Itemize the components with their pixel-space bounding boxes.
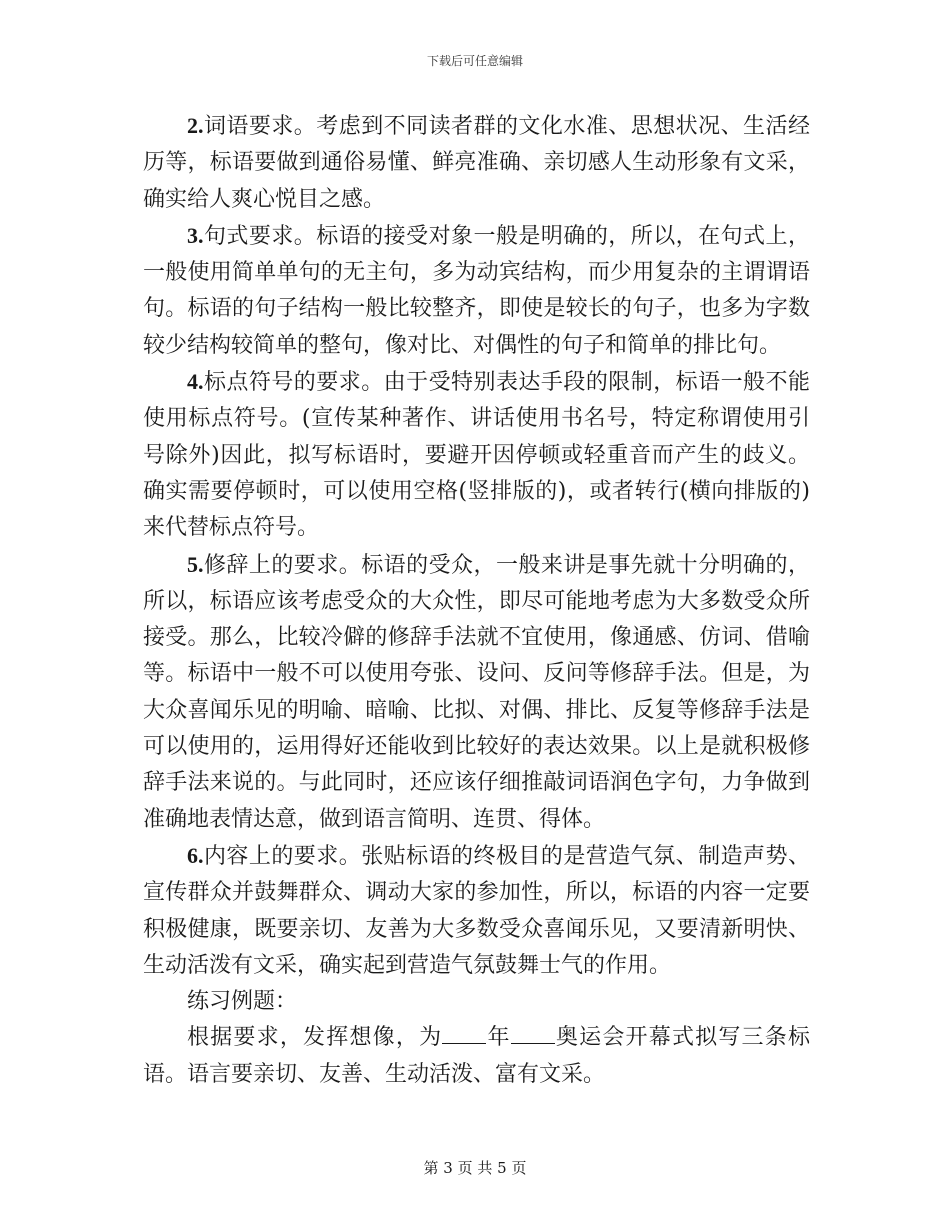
exercise-heading: 练习例题： — [187, 989, 298, 1015]
page-footer: 第 3 页 共 5 页 — [423, 1159, 527, 1177]
paragraph-word-requirements — [143, 108, 810, 218]
item-number: 4. — [187, 369, 204, 395]
item-number: 3. — [187, 222, 204, 248]
exercise-prompt — [143, 1020, 810, 1093]
paragraph-rhetoric-requirements — [143, 547, 810, 838]
fill-in-blank — [511, 1025, 555, 1044]
paragraph-sentence-requirements — [143, 218, 810, 364]
document-body — [143, 108, 810, 1093]
paragraph-content-requirements — [143, 838, 810, 984]
item-number: 2. — [187, 113, 204, 138]
page-header: 下载后可任意编辑 — [426, 54, 523, 68]
exercise-prompt-part: 奥运会开幕式拟写三条标语。语言要亲切、友善、生动活泼、富有文采。 — [143, 1025, 810, 1087]
paragraph-text: 内容上的要求。张贴标语的终极目的是营造气氛、制造声势、宣传群众并鼓舞群众、调动大家的参加性，所以，标语的内容一定要积极健康，既要亲切、友善为大多数受众喜闻乐见，又要清新明快、生动活泼有文采，确实起到营造气氛鼓舞士气的作用。 — [143, 843, 810, 978]
item-number: 6. — [187, 842, 204, 868]
item-number: 5. — [187, 551, 204, 577]
paragraph-text: 标点符号的要求。由于受特别表达手段的限制，标语一般不能使用标点符号。(宣传某种著作、讲话使用书名号，特定称谓使用引号除外)因此，拟写标语时，要避开因停顿或轻重音而产生的歧义。确实需要停顿时，可以使用空格(竖排版的)，或者转行(横向排版的)来代替标点符号。 — [143, 370, 810, 541]
exercise-prompt-part: 根据要求，发挥想像，为 — [187, 1025, 443, 1051]
paragraph-text: 词语要求。考虑到不同读者群的文化水准、思想状况、生活经历等，标语要做到通俗易懂、鲜亮准确、亲切感人生动形象有文采，确实给人爽心悦目之感。 — [143, 114, 810, 212]
paragraph-text: 句式要求。标语的接受对象一般是明确的，所以，在句式上，一般使用简单单句的无主句，多为动宾结构，而少用复杂的主谓谓语句。标语的句子结构一般比较整齐，即使是较长的句子，也多为字数较少结构较简单的整句，像对比、对偶性的句子和简单的排比句。 — [143, 223, 810, 358]
paragraph-punctuation-requirements — [143, 364, 810, 546]
fill-in-blank — [442, 1025, 486, 1044]
paragraph-text: 修辞上的要求。标语的受众，一般来讲是事先就十分明确的，所以，标语应该考虑受众的大众性，即尽可能地考虑为大多数受众所接受。那么，比较冷僻的修辞手法就不宜使用，像通感、仿词、借喻等。标语中一般不可以使用夸张、设问、反问等修辞手法。但是，为大众喜闻乐见的明喻、暗喻、比拟、对偶、排比、反复等修辞手法是可以使用的，运用得好还能收到比较好的表达效果。以上是就积极修辞手法来说的。与此同时，还应该仔细推敲词语润色字句，力争做到准确地表情达意，做到语言简明、连贯、得体。 — [143, 552, 810, 832]
exercise-prompt-part: 年 — [486, 1025, 511, 1051]
